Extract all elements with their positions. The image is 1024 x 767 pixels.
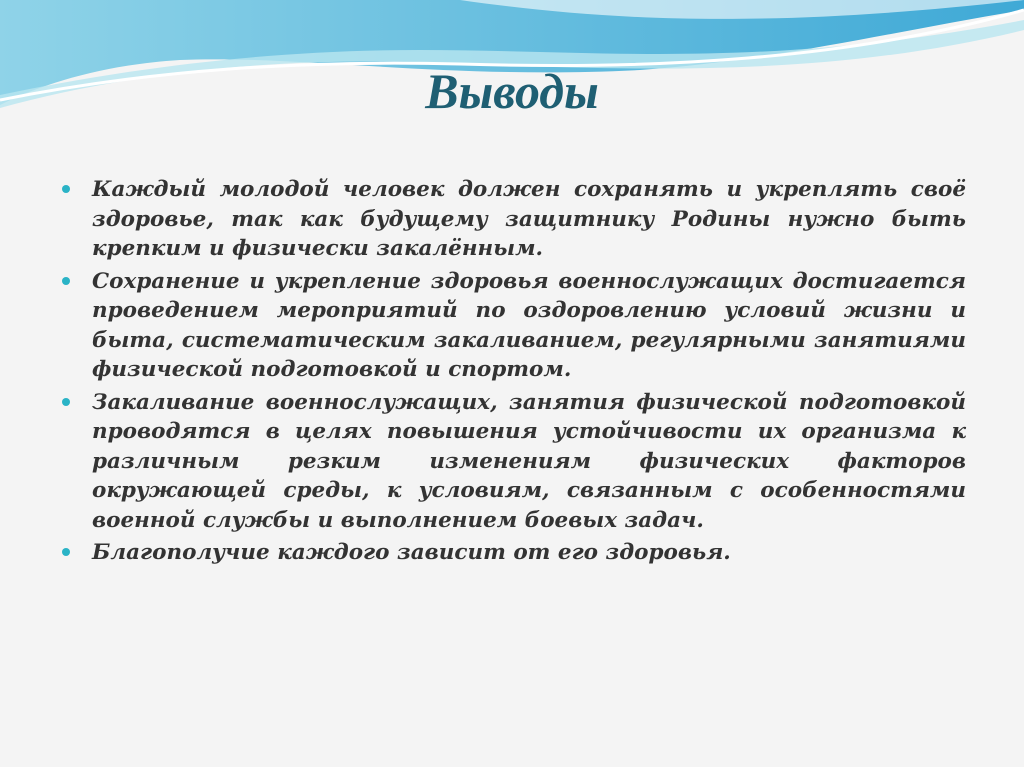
bullet-icon: [62, 398, 70, 406]
bullet-text: Каждый молодой человек должен сохранять и укреплять своё здоровье, так как будущему защитнику Родины нужно быть крепким и физически закалённым.: [92, 177, 966, 261]
page-title: Выводы: [425, 63, 599, 119]
list-item: [62, 267, 966, 385]
list-item: [62, 538, 966, 568]
bullet-text: Сохранение и укрепление здоровья военнослужащих достигается проведением мероприятий по оздоровлению условий жизни и быта, систематическим закаливанием, регулярными занятиями физической подготовкой и спортом.: [92, 268, 966, 382]
bullet-icon: [62, 548, 70, 556]
list-item: [62, 175, 966, 264]
conclusions-list: [62, 175, 966, 571]
list-item: [62, 388, 966, 536]
bullet-icon: [62, 277, 70, 285]
bullet-text: Благополучие каждого зависит от его здоровья.: [92, 540, 731, 565]
bullet-text: Закаливание военнослужащих, занятия физической подготовкой проводятся в целях повышения устойчивости их организма к различным резким изменениям физических факторов окружающей среды, к условиям, связанным с особенностями военной службы и выполнением боевых задач.: [92, 389, 966, 533]
bullet-icon: [62, 185, 70, 193]
